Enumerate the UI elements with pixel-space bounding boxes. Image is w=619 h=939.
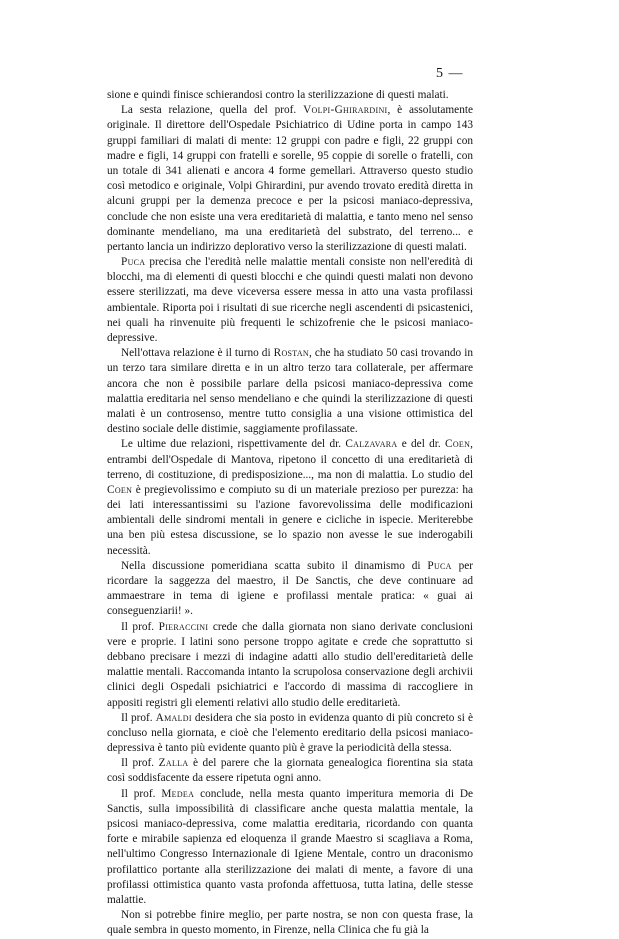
author-name: Puca [427, 559, 452, 572]
paragraph [107, 787, 473, 909]
text-run: Il prof. [121, 711, 156, 724]
author-name: Rostan [273, 347, 309, 360]
author-name: Puca [121, 256, 146, 269]
paragraph [107, 559, 473, 620]
paragraph [107, 620, 473, 711]
text-run: , che ha studiato 50 casi trovando in un terzo tara similare diretta e in un altro terzo tara collaterale, per affermare ancora che non è possibile parlare della psicosi maniaco-depressiva come malattia ereditaria nel senso mendeliano e che quindi la sterilizzazione di questi malati è un controsenso, mentre tutto consiglia a una visione ottimistica del destino sociale delle distimie, saggiamente profilassate. [107, 347, 473, 436]
paragraph [107, 756, 473, 786]
text-run: è pregievolissimo e compiuto su di un materiale prezioso per purezza: ha dei lati interessantissimi su l'azione favorevolissima delle modificazioni ambientali delle sindromi mentali in genere e cicliche in ispecie. Meriterebbe una ben più estesa discussione, se lo spazio non avesse le sue inderogabili necessità. [107, 483, 473, 557]
paragraph [107, 437, 473, 559]
text-run: La sesta relazione, quella del prof. [121, 104, 304, 117]
paragraph [107, 711, 473, 757]
paragraph [107, 88, 473, 103]
body-text [107, 88, 473, 939]
text-run: e del dr. [397, 438, 445, 451]
text-run: Il prof. [121, 620, 159, 633]
paragraph [107, 908, 473, 938]
text-run: crede che dalla giornata non siano derivate conclusioni vere e proprie. I latini sono persone troppo agitate e crede che soprattutto si debbano precisare i mezzi di indagine adatti allo studio dell'ereditarietà delle malattie mentali. Raccomanda intanto la scrupolosa conservazione degli archivii clinici degli Ospedali psichiatrici e l'accordo di massima di raccogliere in appositi registri gli elementi relativi allo studio delle ereditarietà. [107, 620, 473, 709]
text-run: Nella discussione pomeridiana scatta subito il dinamismo di [121, 559, 428, 572]
author-name: Coen [107, 483, 133, 496]
text-run: precisa che l'eredità nelle malattie mentali consiste non nell'eredità di blocchi, ma di elementi di questi blocchi e che quindi questi malati non devono essere sterilizzati, ma deve viceversa essere messa in atto una vasta profilassi ambientale. Riporta poi i risultati di sue ricerche negli ascendenti di psicastenici, nei quali ha rinvenuite più frequenti le schizofrenie che le psicosi maniaco-depressive. [107, 256, 473, 344]
text-run: sione e quindi finisce schierandosi contro la sterilizzazione di questi malati. [107, 89, 449, 101]
text-run: conclude, nella mesta quanto imperitura memoria di De Sanctis, sulla impossibilità di classificare anche questa malattia mentale, la psicosi maniaco-depressiva, come malattia ereditaria, ricordando con quanta forte e mirabile sapienza ed eloquenza il grande Maestro si scagliava a Roma, nell'ultimo Congresso Internazionale di Igiene Mentale, contro un draconismo profilattico portante alla sterilizzazione dei malati di mente, a favore di una profilassi ottimistica quanto vasta profonda affettuosa, tutta latina, delle stesse malattie. [107, 787, 474, 906]
author-name: Amaldi [155, 711, 192, 724]
author-name: Pieraccini [158, 620, 209, 633]
page-number: 5 — [436, 66, 464, 81]
text-run: , è assolutamente originale. Il direttore dell'Ospedale Psichiatrico di Udine porta in campo 143 gruppi familiari di malati di mente: 12 gruppi con padre e figli, 22 gruppi con madre e figli, 14 gruppi con fratelli e sorelle, 95 coppie di sorelle o fratelli, con un totale di 341 alienati e ancora 4 forme gemellari. Attraverso questo studio così metodico e originale, Volpi Ghirardini, pur avendo trovato eredità diretta in alcuni gruppi per la demenza precoce e per la psicosi maniaco-depressiva, conclude che non esiste una vera ereditarietà di malattia, e tanto meno nel senso dominante mendeliano, ma una ereditarietà del substrato, del terreno... e pertanto lancia un indirizzo deplorativo verso la sterilizzazione di questi malati. [107, 104, 473, 253]
paragraph [107, 255, 473, 346]
text-run: Non si potrebbe finire meglio, per parte nostra, se non con questa frase, la quale sembra in questo momento, in Firenze, nella Clinica che fu già la [107, 909, 473, 937]
paragraph [107, 346, 473, 437]
author-name: Coen [444, 438, 471, 451]
text-run: , entrambi dell'Ospedale di Mantova, ripetono il concetto di una ereditarietà di terreno, di costituzione, di predisposizione..., ma non di malattia. Lo studio del [107, 438, 473, 481]
author-name: Zalla [158, 757, 189, 770]
paragraph [107, 103, 473, 255]
text-run: Il prof. [121, 757, 159, 770]
text-run: per ricordare la saggezza del maestro, il De Sanctis, che deve continuare ad ammaestrare in tema di igiene e profilassi mentale pratica: « guai ai conseguenziarii! ». [107, 559, 474, 618]
text-run: desidera che sia posto in evidenza quanto di più concreto si è concluso nella giornata, e cioè che l'elemento ereditario della psicosi maniaco-depressiva è tanto più evidente quanto più è grave la periodicità della stessa. [107, 711, 473, 755]
text-run: è del parere che la giornata genealogica fiorentina sia stata così soddisfacente da essere ripetuta ogni anno. [107, 757, 473, 785]
author-name: Calzavara [345, 438, 398, 451]
text-run: Il prof. [121, 787, 162, 800]
author-name: Medea [161, 787, 195, 800]
text-run: Le ultime due relazioni, rispettivamente del dr. [121, 438, 346, 451]
author-name: Volpi-Ghirardini [303, 104, 388, 117]
text-run: Nell'ottava relazione è il turno di [121, 347, 274, 360]
